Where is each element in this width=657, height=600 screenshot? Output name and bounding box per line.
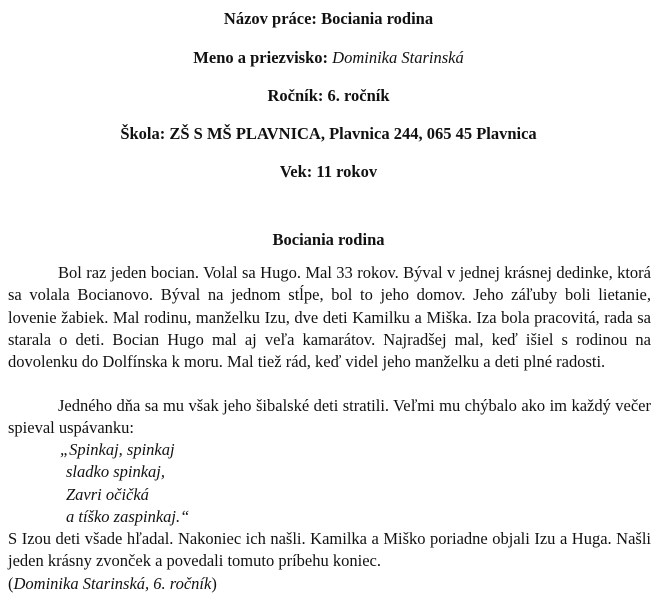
grade-label: Ročník: — [267, 86, 324, 105]
work-title-value: Bociania rodina — [321, 9, 434, 28]
poem-line: sladko spinkaj, — [66, 462, 165, 482]
poem-line: Zavri očičká — [66, 484, 149, 504]
story-paragraph-3: S Izou deti všade hľadal. Nakoniec ich našli. Kamilka a Miško poriadne objali Izu a Huga. Našli jeden krásny zvonček a povedali tomuto príbehu koniec. — [8, 529, 651, 571]
work-title-label: Názov práce: — [223, 9, 317, 28]
school-value: ZŠ S MŠ PLAVNICA, Plavnica 244, 065 45 Plavnica — [169, 124, 537, 143]
story-title: Bociania rodina — [272, 230, 385, 249]
grade-line — [0, 86, 657, 106]
age-label: Vek: — [279, 162, 313, 181]
poem-line: „Spinkaj, spinkaj — [60, 440, 175, 459]
school-line — [0, 124, 657, 144]
age-line — [0, 162, 657, 182]
story-paragraph-1: Bol raz jeden bocian. Volal sa Hugo. Mal 33 rokov. Býval v jednej krásnej dedinke, ktorá sa volala Bocianovo. Býval na jednom stĺpe, bol to jeho domov. Jeho záľuby boli lietanie, lovenie žabiek. Mal rodinu, manželku Izu, dve deti Kamilku a Miška. Iza bola pracovitá, rada sa starala o deti. Bocian Hugo mal aj veľa kamarátov. Najradšej mal, keď išiel s rodinou na dovolenku do Dolfínska k moru. Mal tiež rád, keď videl jeho manželku a deti plné radosti. — [8, 263, 651, 372]
author-name-value: Dominika Starinská — [332, 48, 464, 67]
author-name-label: Meno a priezvisko: — [193, 48, 329, 67]
lullaby-poem — [60, 439, 189, 528]
age-value: 11 rokov — [316, 162, 378, 181]
school-label: Škola: — [120, 124, 166, 143]
author-name-line — [0, 48, 657, 68]
grade-value: 6. ročník — [327, 86, 390, 105]
poem-line: a tíško zaspinkaj.“ — [66, 506, 190, 526]
story-paragraph-2: Jedného dňa sa mu však jeho šibalské deti stratili. Veľmi mu chýbalo ako im každý večer spieval uspávanku: — [8, 396, 651, 438]
signature: Dominika Starinská, 6. ročník — [13, 574, 212, 593]
signature-line: (Dominika Starinská, 6. ročník) — [8, 574, 217, 593]
work-title-line — [0, 9, 657, 29]
